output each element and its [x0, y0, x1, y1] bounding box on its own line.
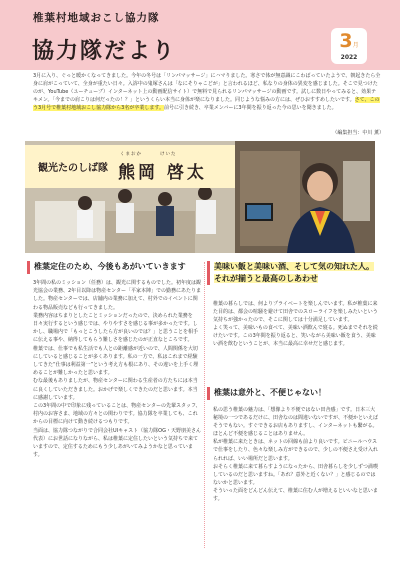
paragraph: 椎葉では、仕事でも私生活でも人との距離感が近いので、人間関係を大切にしていると感じることが多くあります。私の一方で、私はこれまで経験してきた“仕事は利益第一”という考え方も根にあり、その違いを上手く埋めることが難しかったと思います。	[33, 345, 199, 377]
org-name: 椎葉村地域おこし協力隊	[33, 12, 160, 24]
paragraph: おそらく椎葉に来て暮らすようになったから、田舎暮らしを少しずつ満喫しているのだと思いますね。「あれ？意外と近くない？」と感じるのではないかと思います。	[213, 463, 379, 486]
paragraph: よく笑って、美味いもの食べて、美味い酒飲んで寝る。死ぬまでそれを続けたいです。この3年間を振り返ると、笑いながら美味い飯を食う、美味い酒を飲むということが、本当に最高に幸せだと感じます。	[213, 325, 378, 348]
intro-paragraph	[33, 73, 381, 113]
name-ruby-given: けいた	[160, 152, 177, 157]
paragraph: むな最後もありましたが、物産センターに関わる生産者の方たちには本当に良くしていただきました。おかげで楽しくできたのだと思います。本当に感謝しています。	[33, 378, 198, 401]
intro-text: 3月に入り、ぐっと暖かくなってきました。今年の冬号は「リンパマッサージ」にハマりました。寒さで体が無意識にこわばっていたようで、朝起きたら全身に肩がこっていて、全身が重たい日々。入浴中の鬼塚さんは「なにそりゃこどが」と言われるほど、私なりの身体の異変を感じました。そこで見つけたのが、YouTube（ユーチューブ）インターネット上の動画配信サイト）で無料で見られるリンパマッサージの動画です。試しに数日やってみると、効果テキメン。「今までの肩こりは何だったの！？」というくらい本当に身体が楽になりました。同じような悩みの方には、ぜひおすすめしたいです。	[33, 73, 381, 103]
heading-line: それが揃うと最高のしあわせ	[214, 274, 318, 283]
paragraph: そういった面をどんどん伝えて、椎葉に住む人が増えるといいなと思います。	[213, 487, 378, 503]
issue-number: 3	[339, 30, 353, 52]
profile-group: 観光たのしば隊	[38, 163, 108, 174]
issue-badge	[331, 28, 367, 64]
name-ruby-family: くまおか	[120, 152, 142, 157]
article-right-1-body	[213, 300, 378, 349]
article-left-body	[33, 279, 201, 459]
column-divider	[204, 262, 205, 548]
editor-credit: （編集担当：中川 薫）	[332, 130, 384, 136]
paragraph: 椎葉の暮らしでは、何よりプライベートを楽しんでいます。私が椎葉に来た目的は、都会の喧騒を避けて田舎でのスローライフを楽しみたいという気持ちが強かったので、そこに関しては十分満足しています。	[213, 301, 378, 324]
paragraph: 業務内容はちまりとしたことミッションだったので、決められた業務を日々実行するという感じでは、やりやすさを感じる事が多かったです。しかし、職場内で「もっとこうしたら方が良いのでは？」と思うことを相手に伝える事や、納得してもらう難しさを感じたのが正直なところです。	[33, 312, 199, 344]
intro-text-after: 前号に引き続き、卒業メンバーに3年間を振り返った今の思いを聞きました。	[163, 104, 337, 111]
article-right-1-heading	[207, 261, 377, 285]
issue-unit: 月	[352, 42, 359, 49]
issue-year: 2022	[340, 54, 358, 61]
paragraph: 3年間の私のミッション（任務）は、観光に関するものでした。初年度は観光協会の業務、2年目以降は物産センター「平家本陣」での勤務にあたりました。物産センターでは、店舗内の業務に加えて、村外でのイベントに関わる物品販売なども行ってきました。	[33, 280, 201, 311]
newsletter-title: 協力隊だより	[32, 39, 177, 64]
heading-line: 美味い飯と美味い酒、そして気の知れた人。	[214, 262, 374, 271]
article-right-2-heading: 椎葉は意外と、不便じゃない！	[207, 387, 377, 400]
paragraph: 当面は、協力隊つながりで合同会社UIキャスト（協力隊OG・天野朋美さん代表）にお世話になりながら、私は椎葉に定住したいという気持ちで来ていますので、定住するためにもう少しあがいてみようかなと思っています。	[33, 427, 201, 459]
paragraph: 私の思う椎葉の魅力は、「想像より不便ではない田舎感」です。日本三大秘境の一つであるだけに、田舎なのは間違いないですが、不便かといえばそうでもない。すぐできるお店もありますし、インターネットも繋がる。ほとんど不便を感じることはありません。	[213, 407, 379, 438]
intro-highlight: さて、このう3月号で椎葉村地域おこし協力隊から3名が卒業します。	[33, 96, 380, 111]
article-right-2-body	[213, 406, 378, 503]
paragraph: この3年間の中で印象に残っていることは、物産センターの先輩スタッフ、村内のお客さま、地域の方々との関わりです。協力隊を卒業しても、これからの目標に向けて動き続けるつもりです。	[33, 403, 201, 426]
paragraph: 私が椎葉に来たときは、ネットの回線も前より良いです。ビニールハウスで仕事をしたり、色々な楽しみ方ができるので、少しの不便さえ受け入れられれば、いい場所だと思います。	[213, 439, 378, 462]
profile-name: 熊岡 啓太	[118, 163, 207, 183]
article-left-heading: 椎葉定住のため、今後もあがいていきます	[27, 261, 202, 274]
